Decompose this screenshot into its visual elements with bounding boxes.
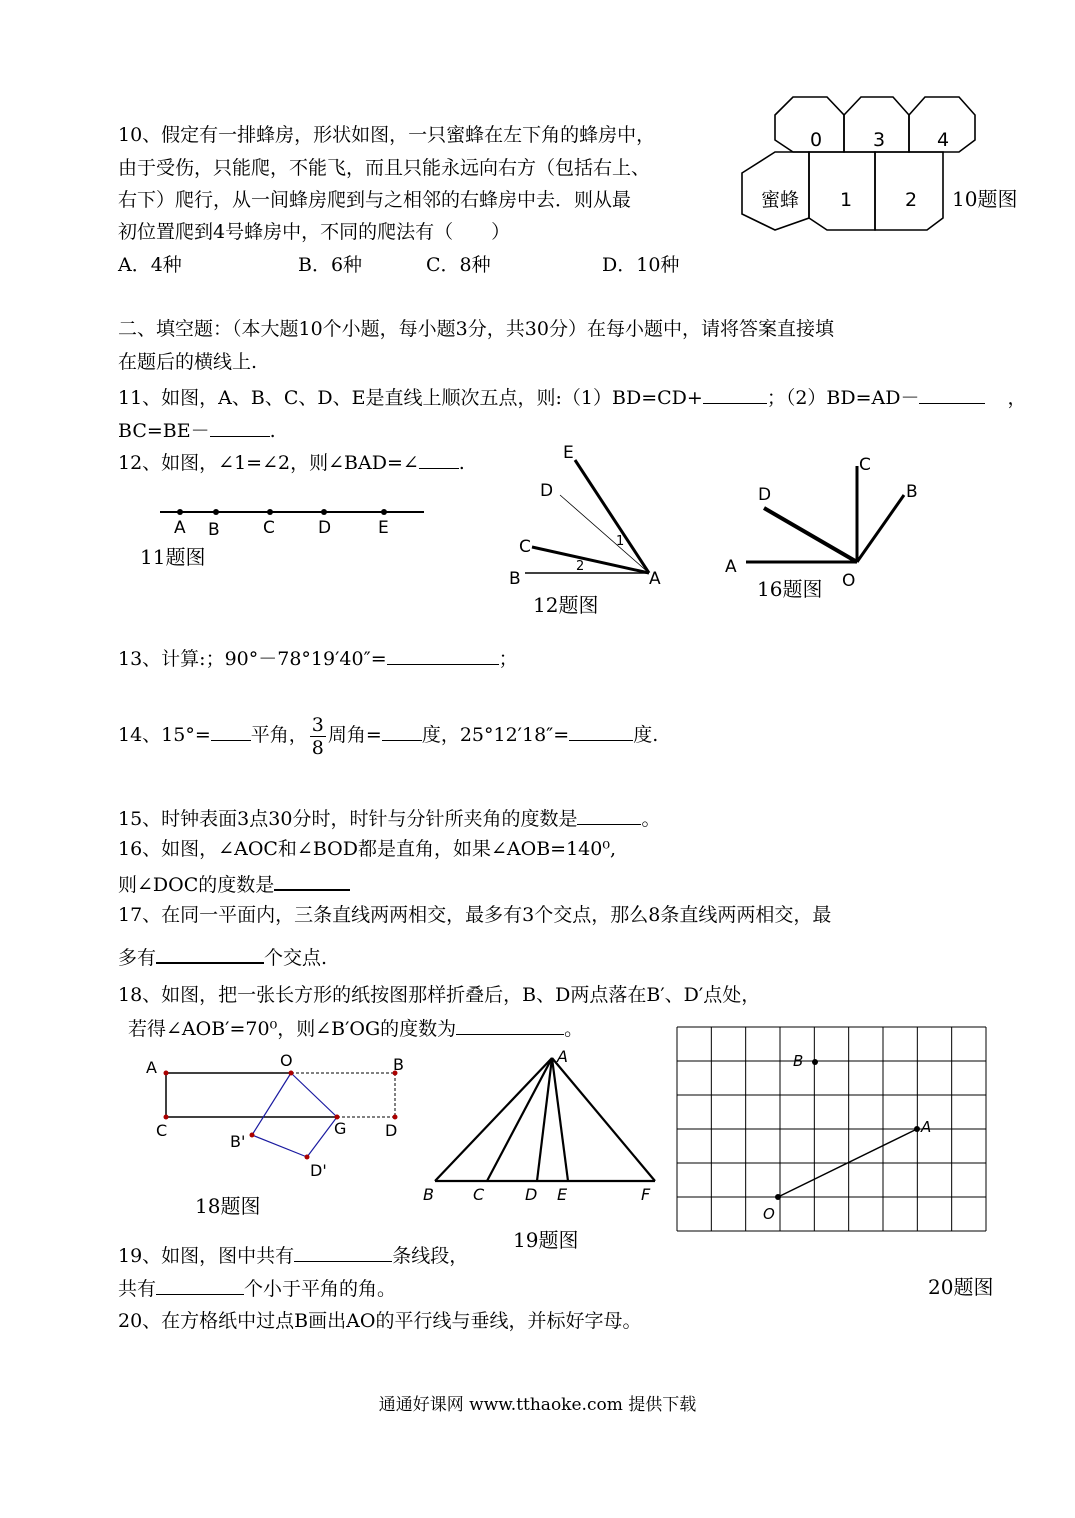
q10-line1: 10、假定有一排蜂房，形状如图，一只蜜蜂在左下角的蜂房中， <box>118 124 656 146</box>
q14-fraction <box>310 714 326 759</box>
fraction-denominator: 8 <box>311 736 324 759</box>
q10-option-c: C．8种 <box>426 254 491 276</box>
q19-figure-caption: 19题图 <box>513 1228 579 1252</box>
q16-figure-caption: 16题图 <box>757 577 823 601</box>
point-a: A <box>921 1118 932 1136</box>
point-b: B <box>906 482 918 502</box>
q17-text-a: 多有 <box>118 947 157 969</box>
q14-blank-3[interactable] <box>569 722 633 741</box>
q13-question: 13、计算:；90°－78°19′40″= <box>118 648 387 670</box>
q19-text-b: 条线段， <box>392 1245 469 1267</box>
q12-question: 12、如图，∠1=∠2，则∠BAD=∠ <box>118 452 419 474</box>
point-c: C <box>859 455 871 475</box>
q20-figure-caption: 20题图 <box>928 1275 994 1299</box>
point-a: A <box>725 557 737 577</box>
q17-blank[interactable] <box>156 944 264 964</box>
point-b: B <box>208 520 220 540</box>
q12-angle-figure <box>505 440 675 590</box>
q11-line1 <box>118 385 1027 409</box>
point-e: E <box>557 1185 568 1204</box>
q16-angle-figure <box>720 450 930 590</box>
q20-grid-figure <box>675 1025 990 1235</box>
angle-2-label: 2 <box>576 559 585 574</box>
q10-figure-caption: 10题图 <box>952 187 1018 211</box>
q19-triangle-figure <box>415 1045 675 1210</box>
q20-text: 20、在方格纸中过点B画出AO的平行线与垂线，并标好字母。 <box>118 1310 642 1332</box>
point-c: C <box>473 1185 485 1204</box>
q18-end: 。 <box>564 1018 584 1040</box>
q16-line2 <box>118 871 350 896</box>
q11-text-5: . <box>269 420 276 442</box>
hex-label-4: 4 <box>937 129 950 151</box>
q11-blank-1[interactable] <box>703 385 767 404</box>
q18-question: 若得∠AOB′=70⁰，则∠B′OG的度数为 <box>128 1018 457 1040</box>
q10-option-b: B．6种 <box>298 254 363 276</box>
q17-text-b: 个交点. <box>264 947 328 969</box>
hex-label-0: 0 <box>810 129 823 151</box>
q15-text <box>118 806 660 830</box>
q18-line2 <box>128 1016 583 1040</box>
point-d: D <box>758 485 772 505</box>
q11-line2 <box>118 418 276 442</box>
q12-end: . <box>458 452 465 474</box>
q11-figure-caption: 11题图 <box>140 545 206 569</box>
q10-line4: 初位置爬到4号蜂房中，不同的爬法有（ ） <box>118 221 511 243</box>
q14-part1: 14、15°= <box>118 724 211 746</box>
point-d-prime: D' <box>310 1161 327 1180</box>
q16-question: 则∠DOC的度数是 <box>118 874 275 896</box>
q11-text-3: ， <box>1007 387 1027 409</box>
q14-blank-2[interactable] <box>382 722 422 741</box>
point-d: D <box>385 1121 398 1140</box>
section2-line2: 在题后的横线上. <box>118 351 258 373</box>
point-o: O <box>763 1205 775 1223</box>
q12-blank[interactable] <box>419 450 459 469</box>
q18-figure-caption: 18题图 <box>195 1194 261 1218</box>
q18-fold-figure <box>140 1050 420 1190</box>
q13-text <box>118 646 518 670</box>
q14-part4: 度，25°12′18″= <box>421 724 570 746</box>
q12-figure-caption: 12题图 <box>533 593 599 617</box>
q15-question: 15、时钟表面3点30分时，时针与分针所夹角的度数是 <box>118 808 578 830</box>
q13-blank[interactable] <box>387 646 499 665</box>
point-o: O <box>842 571 856 591</box>
point-f: F <box>641 1185 651 1204</box>
q10-option-a: A．4种 <box>118 254 182 276</box>
q18-blank[interactable] <box>456 1016 564 1035</box>
point-c: C <box>519 537 531 557</box>
hex-label-3: 3 <box>873 129 886 151</box>
q19-text-d: 个小于平角的角。 <box>244 1278 397 1300</box>
point-d: D <box>318 518 332 538</box>
q14-blank-1[interactable] <box>211 722 251 741</box>
page-footer: 通通好课网 www.tthaoke.com 提供下载 <box>378 1395 697 1415</box>
point-b: B <box>423 1185 434 1204</box>
point-e: E <box>378 518 389 538</box>
point-o: O <box>280 1051 293 1070</box>
q12-text <box>118 450 465 474</box>
hex-label-2: 2 <box>905 189 918 211</box>
q17-line1: 17、在同一平面内，三条直线两两相交，最多有3个交点，那么8条直线两两相交，最 <box>118 904 832 926</box>
point-a: A <box>146 1058 157 1077</box>
q13-end: ； <box>498 648 518 670</box>
point-a: A <box>174 518 186 538</box>
section2-line1: 二、填空题：（本大题10个小题，每小题3分，共30分）在每小题中，请将答案直接填 <box>118 318 834 340</box>
q11-text-4: BC=BE－ <box>118 420 210 442</box>
q16-line1: 16、如图，∠AOC和∠BOD都是直角，如果∠AOB=140⁰, <box>118 838 616 860</box>
point-d: D <box>525 1185 538 1204</box>
q15-end: 。 <box>641 808 661 830</box>
q19-line1 <box>118 1243 468 1267</box>
point-a: A <box>649 569 661 589</box>
point-c: C <box>156 1121 168 1140</box>
q11-blank-2[interactable] <box>919 385 985 404</box>
point-b: B <box>509 569 521 589</box>
point-b: B <box>393 1055 404 1074</box>
q19-text-c: 共有 <box>118 1278 157 1300</box>
q16-blank[interactable] <box>274 871 350 891</box>
q11-text-2: ；（2）BD=AD－ <box>766 387 920 409</box>
point-b-prime: B' <box>230 1132 246 1151</box>
fraction-numerator: 3 <box>311 713 324 736</box>
q10-line3: 右下）爬行，从一间蜂房爬到与之相邻的右蜂房中去．则从最 <box>118 189 632 211</box>
q14-part5: 度. <box>633 724 659 746</box>
q11-blank-3[interactable] <box>210 418 270 437</box>
point-d: D <box>540 481 554 501</box>
q19-line2 <box>118 1276 396 1300</box>
q19-blank-2[interactable] <box>156 1276 244 1295</box>
angle-1-label: 1 <box>616 534 625 549</box>
q15-blank[interactable] <box>577 806 641 825</box>
q11-text-1: 11、如图，A、B、C、D、E是直线上顺次五点，则:（1）BD=CD+ <box>118 387 703 409</box>
q19-blank-1[interactable] <box>294 1243 392 1262</box>
q19-text-a: 19、如图，图中共有 <box>118 1245 295 1267</box>
hex-label-bee: 蜜蜂 <box>761 189 800 211</box>
point-g: G <box>334 1119 347 1138</box>
q10-honeycomb-figure <box>735 90 1055 240</box>
point-c: C <box>263 518 275 538</box>
point-b: B <box>793 1052 804 1070</box>
point-e: E <box>563 443 574 463</box>
q14-part3: 周角= <box>327 724 382 746</box>
q17-line2 <box>118 944 327 969</box>
q14-text <box>118 705 658 765</box>
q10-line2: 由于受伤，只能爬，不能飞，而且只能永远向右方（包括右上、 <box>118 157 651 179</box>
hex-label-1: 1 <box>840 189 853 211</box>
q11-line-figure <box>150 495 430 545</box>
q18-line1: 18、如图，把一张长方形的纸按图那样折叠后，B、D两点落在B′、D′点处， <box>118 984 761 1006</box>
q10-option-d: D．10种 <box>602 254 680 276</box>
q14-part2: 平角， <box>250 724 308 746</box>
point-a: A <box>557 1047 568 1066</box>
